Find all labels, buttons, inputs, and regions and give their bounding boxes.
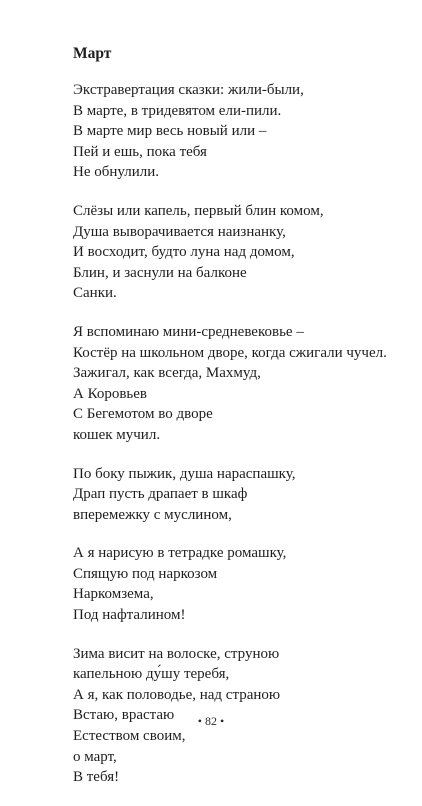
poem-line: Я вспоминаю мини-средневековье – — [73, 323, 304, 340]
stanza-1 — [73, 80, 418, 183]
poem-line: Не обнулили. — [73, 164, 160, 181]
poem-line: И восходит, будто луна над домом, — [73, 244, 295, 261]
poem-line: Пей и ешь, пока тебя — [73, 143, 207, 160]
poem-line: кошек мучил. — [73, 426, 161, 443]
poem-line: По боку пыжик, душа нараспашку, — [73, 465, 296, 482]
stanza-4 — [73, 464, 418, 526]
poem-title: Март — [73, 45, 112, 62]
poem-line: Естеством своим, — [73, 728, 186, 745]
poem-line: В марте, в тридевятом ели-пили. — [73, 102, 282, 119]
poem-line: Наркомзема, — [73, 586, 154, 603]
poem-line: Костёр на школьном дворе, когда сжигали чучел. — [73, 344, 387, 361]
poem-line: капельною ду́шу теребя, — [73, 666, 230, 683]
poem-line: А Коровьев — [73, 385, 148, 402]
poem-line: С Бегемотом во дворе — [73, 406, 213, 423]
poem-line: Под нафталином! — [73, 607, 186, 624]
poem-line: о март, — [73, 748, 117, 765]
poem-line: Блин, и заснули на балконе — [73, 264, 247, 281]
poem-line: Зима висит на волоске, струною — [73, 645, 280, 662]
poem-line: Зажигал, как всегда, Махмуд, — [73, 365, 261, 382]
poem-body — [73, 80, 418, 806]
poem-line: Спящую под наркозом — [73, 565, 218, 582]
stanza-5 — [73, 543, 418, 625]
poem-line: Экстравертация сказки: жили-были, — [73, 82, 304, 98]
poem-line: А я нарисую в тетрадке ромашку, — [73, 545, 287, 562]
poem-line: Драп пусть драпает в шкаф — [73, 486, 248, 503]
stanza-2 — [73, 201, 418, 304]
poem-line: Душа выворачивается наизнанку, — [73, 223, 286, 240]
poem-line: А я, как половодье, над страною — [73, 686, 281, 703]
poem-line: вперемежку с муслином, — [73, 506, 232, 523]
poem-line: В марте мир весь новый или – — [73, 123, 267, 140]
poem-line: Встаю, врастаю — [73, 707, 175, 724]
poem-line: Слёзы или капель, первый блин комом, — [73, 202, 324, 219]
poem-line: В тебя! — [73, 769, 120, 786]
poem-line: Санки. — [73, 285, 117, 302]
stanza-3 — [73, 322, 418, 446]
page-number: • 82 • — [197, 714, 225, 728]
